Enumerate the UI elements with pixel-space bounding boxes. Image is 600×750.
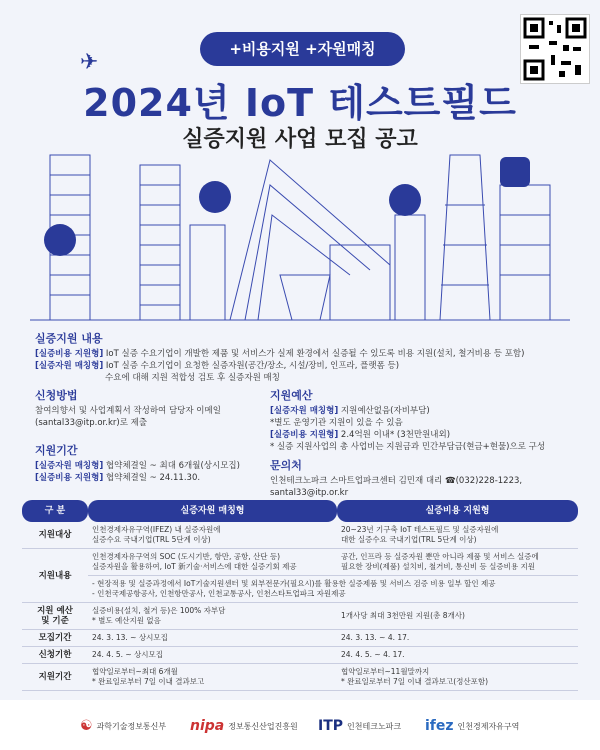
table-cell: 협약일로부터~최대 6개월 * 완료일로부터 7일 이내 결과보고 [88,664,337,691]
table-cell: 1개사당 최대 3천만원 지원(총 8개사) [337,603,578,630]
table-header: 구 분 [22,500,88,522]
comparison-table [22,500,578,691]
table-cell: 협약일로부터~11월말까지 * 완료일로부터 7일 이내 결과보고(정산포함) [337,664,578,691]
method-line: (santal33@itp.or.kr)로 제출 [35,418,148,428]
table-cell: 20~23년 기구축 IoT 테스트필드 및 실증자원에 대한 실증수요 국내기업(TRL 5단계 이상) [337,522,578,549]
table-row [22,522,578,549]
section-heading: 실증지원 내용 [35,332,103,345]
table-header: 실증자원 매칭형 [88,500,337,522]
table-cell: 24. 3. 13. ~ 상시모집 [88,630,337,647]
row-label: 모집기간 [22,630,88,647]
support-pill: +비용지원 +자원매칭 [200,32,405,66]
msit-logo: ☯ 과학기술정보통신부 [80,718,167,734]
table-cell: - 현장적용 및 실증과정에서 IoT기술지원센터 및 외부전문가(필요시)를 활용한 실증제품 및 서비스 검증 비용 일부 할인 제공 - 인천국제공항공사, 인천항만공사, 인천교통공사, 인천스타트업파크 자원제공 [88,576,578,603]
table-cell: 공간, 인프라 등 실증자원 뿐만 아니라 제품 및 서비스 실증에 필요한 장비(제품) 설치비, 철거비, 통신비 등 실증비용 지원 [337,549,578,576]
content-line: 수요에 대해 지원 적합성 검토 후 실증자원 매칭 [105,373,280,383]
footer-logos [0,700,600,750]
page-subtitle: 실증지원 사업 모집 공고 [182,127,418,152]
row-label: 지원기간 [22,664,88,691]
table-row [22,630,578,647]
budget-line: * 실증 지원사업의 총 사업비는 지원금과 민간부담금(현금+현물)으로 구성 [270,442,546,452]
table-row [22,603,578,630]
content-line: [실증비용 지원형] IoT 실증 수요기업이 개발한 제품 및 서비스가 실제 환경에서 실증될 수 있도록 비용 지원(설치, 철거비용 등 포함) [35,349,525,359]
section-heading: 지원기간 [35,444,78,457]
row-label: 신청기한 [22,647,88,664]
table-row [22,576,578,603]
section-content [35,333,565,384]
budget-line: [실증자원 매칭형] 지원예산없음(자비부담) [270,406,430,416]
city-skyline-illustration [30,145,570,325]
section-heading: 신청방법 [35,389,78,402]
table-cell: 24. 3. 13. ~ 4. 17. [337,630,578,647]
section-method [35,390,255,429]
section-period [35,445,265,484]
row-label: 지원 예산 및 기준 [22,603,88,630]
table-cell: 24. 4. 5. ~ 상시모집 [88,647,337,664]
table-cell: 24. 4. 5. ~ 4. 17. [337,647,578,664]
section-contact [270,460,570,499]
section-heading: 문의처 [270,459,302,472]
row-label: 지원대상 [22,522,88,549]
method-line: 참여의향서 및 사업계획서 작성하여 담당자 이메일 [35,406,221,416]
table-row [22,647,578,664]
table-cell: 인천경제자유구역의 SOC (도시기반, 항만, 공항, 산단 등) 실증자원을 활용하여, IoT 新기술·서비스에 대한 실증기회 제공 [88,549,337,576]
section-budget [270,390,570,453]
nipa-logo: nipa 정보통신산업진흥원 [190,718,298,734]
table-cell: 인천경제자유구역(IFEZ) 내 실증자원에 실증수요 국내기업(TRL 5단계 이상) [88,522,337,549]
content-line: [실증자원 매칭형] IoT 실증 수요기업이 요청한 실증자원(공간/장소, 시설/장비, 인프라, 플랫폼 등) [35,361,400,371]
period-line: [실증비용 지원형] 협약체결일 ~ 24.11.30. [35,473,201,483]
airplane-icon: ✈ [80,50,99,75]
contact-line: 인천테크노파크 스마트업파크센터 김민재 대리 ☎(032)228-1223, santal33@itp.or.kr [270,476,523,498]
table-cell: 실증비용(설치, 철거 등)은 100% 자부담 * 별도 예산지원 없음 [88,603,337,630]
budget-line: [실증비용 지원형] 2.4억원 이내* (3천만원내외) [270,430,451,440]
ifez-logo: ifez 인천경제자유구역 [425,718,520,734]
page-title: 2024년 IoT 테스트필드 [83,81,517,125]
budget-line: *별도 운영기관 지원이 있을 수 있음 [270,418,403,428]
table-row [22,664,578,691]
table-header: 실증비용 지원형 [337,500,578,522]
table-row [22,549,578,576]
itp-logo: ITP 인천테크노파크 [318,718,402,734]
section-heading: 지원예산 [270,389,313,402]
period-line: [실증자원 매칭형] 협약체결일 ~ 최대 6개월(상시모집) [35,461,240,471]
row-label: 지원내용 [22,549,88,603]
